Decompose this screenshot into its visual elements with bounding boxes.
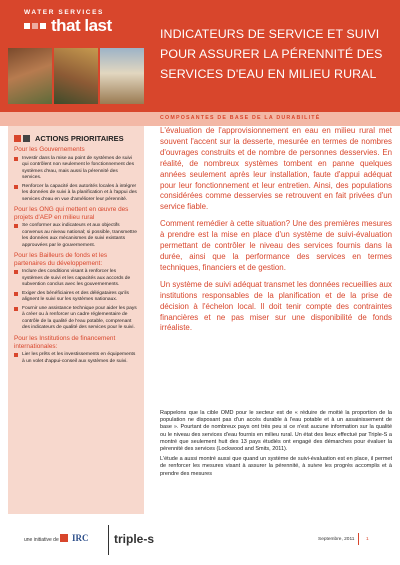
subtitle-band [0,112,400,126]
divider [358,533,359,545]
list-item: Fournir une assistance technique pour aider les pays à créer ou à renforcer un cadre réglementaire de contrôle de la qualité de l'eau potable, comprenant des indicateurs de qualité des services pour le suivi. [22,305,137,331]
brand-squares-icon [24,23,46,29]
photo-1 [8,48,52,104]
bullet-icon [14,270,18,274]
list-item: Se conformer aux indicateurs et aux objectifs convenus au niveau national; si possible, transmettre les données aux mécanismes de suivi existants approuvées par le gouvernement. [22,223,137,248]
header-banner [0,0,400,112]
body-paragraph: Rappelons que la cible OMD pour le secteur est de « réduire de moitié la proportion de la population ne disposant pas d'un accès durable à l'eau potable et à un assainissement de base ». Pourtant de nombreux pays ont très peu si ce n'est aucune information sur la qualité ou le niveau des services d'eau fournis en milieu rural. Un état des lieux effectué par Triple-S a montré que seulement huit des 13 pays étudiés ont engagé des démarches pour évaluer la pérennité des services (Lockwood and Smits, 2011). [160,410,392,453]
brand-line2: that last [51,16,112,35]
bullet-icon [14,157,18,161]
irc-logo: IRC [72,533,89,543]
photo-2 [54,48,98,104]
intro-paragraph: Un système de suivi adéquat transmet les données recueillies aux institutions responsables de la planification et de la prise de décision à l'échelon local. Il doit tenir compte des contraintes financières et ne pas miser sur une disponibilité de fonds irréaliste. [160,279,392,333]
list-item: Investir dans la mise au point de systèmes de suivi qui contrôlent non seulement le fonctionnement des systèmes d'eau, mais aussi la pérennité des services. [22,155,135,181]
bullet-icon [14,185,18,189]
list-item: Renforcer la capacité des autorités locales à intégrer les données de suivi à la planification et à l'appui des services d'eau en vue d'améliorer leur pérennité. [22,183,137,202]
irc-logo-icon [60,534,68,542]
bullet-icon [14,224,18,228]
list-item: Lier les prêts et les investissements en équipements à un volet d'appui-conseil aux systèmes de suivi. [22,352,136,364]
photo-3 [100,48,144,104]
photo-strip [8,48,144,104]
initiative-label: une initiative de [24,537,59,543]
brand-logo [24,8,142,35]
section-title: Pour les Bailleurs de fonds et les partenaires du développement: [14,252,108,267]
bullet-icon [14,307,18,311]
page-title: INDICATEURS DE SERVICE ET SUIVI POUR ASSURER LA PÉRENNITÉ DES SERVICES D'EAU EN MILIEU RURAL [160,27,383,81]
square-icon [23,135,30,142]
body-text [160,410,392,478]
priority-actions-sidebar [8,126,144,514]
sidebar-heading: ACTIONS PRIORITAIRES [35,134,124,143]
section-title: Pour les Gouvernements [14,146,85,153]
triple-s-logo: triple-s [114,532,155,546]
body-paragraph: L'étude a aussi montré aussi que quand un système de suivi-évaluation est en place, il permet de renforcer les mesures visant à assurer la pérennité, à suivre les progrès accomplis et à prendre des mesures [160,456,392,477]
main-column [160,126,392,334]
intro-paragraph: L'évaluation de l'approvisionnement en eau en milieu rural met souvent l'accent sur la desserte, mesurée en termes de nombres d'ouvrages construits et de nombre de personnes desservies. En réalité, de nombreux systèmes tombent en panne quelques années seulement après leur installation, faute d'appui adéquat pour leur fonctionnement et leur entretien. Ainsi, des populations considérées comme desservies se retrouvent en fait privées d'un service fiable. [160,126,392,212]
page-number: 1 [366,537,370,542]
section-title: Pour les ONG qui mettent en œuvre des projets d'AEP en milieu rural [14,206,129,221]
subtitle: COMPOSANTES DE BASE DE LA DURABILITÉ [160,115,321,121]
footer [0,516,400,565]
divider [108,525,109,555]
bullet-icon [14,292,18,296]
list-item: Inclure des conditions visant à renforcer les systèmes de suivi et les capacités aux accords de subvention conclus avec les gouvernements. [22,269,131,288]
section-title: Pour les Institutions de financement internationales: [14,334,116,350]
brand-line1: WATER SERVICES [24,9,104,16]
intro-paragraph: Comment remédier à cette situation? Une des premières mesures à prendre est la mise en place d'un système de suivi-évaluation permettant de contrôler le niveau des services fournis dans la durée, ainsi que la performance des services en termes techniques, financiers et de gestion. [160,219,392,272]
bullet-icon [14,353,18,357]
square-icon [14,135,21,142]
publication-date: Septembre, 2011 [318,537,355,542]
list-item: Exiger des bénéficiaires et des délégataires qu'ils alignent le suivi sur les systèmes nationaux. [22,290,129,303]
